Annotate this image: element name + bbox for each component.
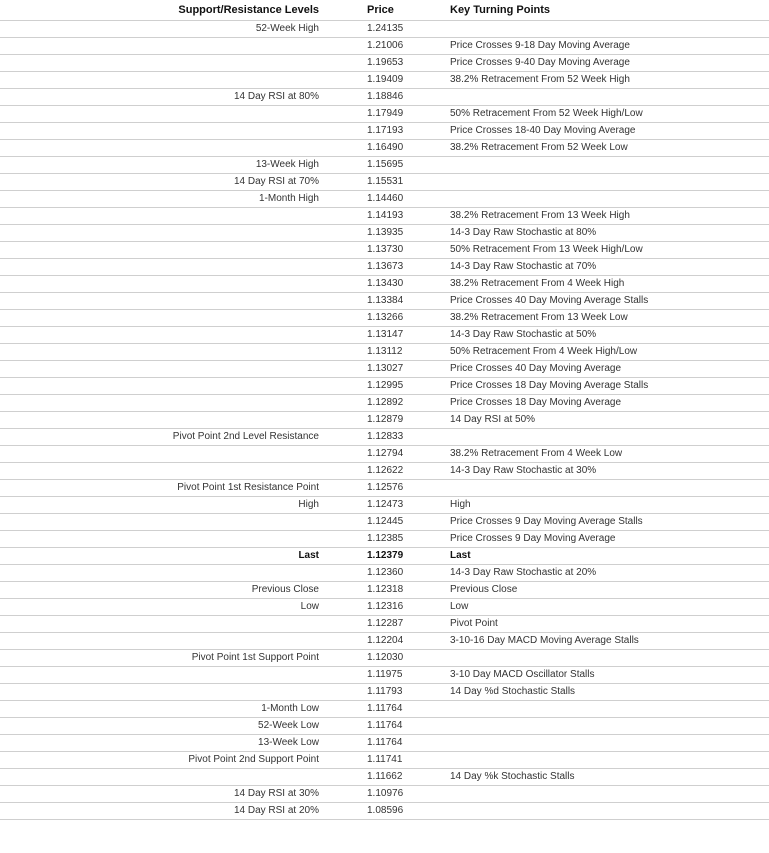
price-cell: 1.08596 [328, 803, 440, 820]
table-row [0, 140, 769, 157]
table-row [0, 480, 769, 497]
price-cell: 1.19409 [328, 72, 440, 89]
table-row [0, 208, 769, 225]
key-turning-point-cell: 14 Day RSI at 50% [440, 412, 769, 429]
table-row [0, 191, 769, 208]
key-turning-point-cell [440, 174, 769, 191]
table-row [0, 242, 769, 259]
table-row [0, 276, 769, 293]
key-turning-point-cell [440, 786, 769, 803]
key-turning-point-cell [440, 157, 769, 174]
table-row [0, 395, 769, 412]
price-cell: 1.11662 [328, 769, 440, 786]
key-turning-point-cell: Pivot Point [440, 616, 769, 633]
price-cell: 1.13112 [328, 344, 440, 361]
key-turning-point-cell: 50% Retracement From 13 Week High/Low [440, 242, 769, 259]
price-cell: 1.18846 [328, 89, 440, 106]
price-cell: 1.10976 [328, 786, 440, 803]
table-row [0, 72, 769, 89]
support-resistance-cell [0, 361, 328, 378]
price-cell: 1.19653 [328, 55, 440, 72]
table-row [0, 157, 769, 174]
key-turning-point-cell: Previous Close [440, 582, 769, 599]
key-turning-point-cell: Price Crosses 18-40 Day Moving Average [440, 123, 769, 140]
price-cell: 1.12385 [328, 531, 440, 548]
table-row [0, 106, 769, 123]
support-resistance-cell [0, 395, 328, 412]
support-resistance-cell: 13-Week Low [0, 735, 328, 752]
key-turning-point-cell: Price Crosses 9-40 Day Moving Average [440, 55, 769, 72]
key-turning-point-cell: Price Crosses 9 Day Moving Average [440, 531, 769, 548]
table-row [0, 344, 769, 361]
key-turning-point-cell: 38.2% Retracement From 13 Week High [440, 208, 769, 225]
key-turning-point-cell: 38.2% Retracement From 52 Week Low [440, 140, 769, 157]
key-turning-point-cell [440, 89, 769, 106]
table-row [0, 225, 769, 242]
table-row [0, 429, 769, 446]
support-resistance-cell [0, 633, 328, 650]
price-cell: 1.12287 [328, 616, 440, 633]
support-resistance-cell [0, 514, 328, 531]
support-resistance-cell: 1-Month Low [0, 701, 328, 718]
support-resistance-cell: Previous Close [0, 582, 328, 599]
support-resistance-cell: Last [0, 548, 328, 565]
support-resistance-cell [0, 310, 328, 327]
price-cell: 1.12995 [328, 378, 440, 395]
price-cell: 1.12833 [328, 429, 440, 446]
key-turning-point-cell: Low [440, 599, 769, 616]
price-cell: 1.15531 [328, 174, 440, 191]
support-resistance-cell [0, 531, 328, 548]
support-resistance-cell [0, 259, 328, 276]
key-turning-point-cell: 14-3 Day Raw Stochastic at 20% [440, 565, 769, 582]
table-row [0, 667, 769, 684]
price-cell: 1.16490 [328, 140, 440, 157]
table-row [0, 412, 769, 429]
price-cell: 1.11764 [328, 701, 440, 718]
key-turning-point-cell [440, 701, 769, 718]
price-cell: 1.21006 [328, 38, 440, 55]
price-cell: 1.13935 [328, 225, 440, 242]
table-body [0, 21, 769, 820]
price-cell: 1.12879 [328, 412, 440, 429]
table-row [0, 735, 769, 752]
table-row [0, 701, 769, 718]
support-resistance-cell: High [0, 497, 328, 514]
price-cell: 1.12622 [328, 463, 440, 480]
support-resistance-cell: Pivot Point 2nd Level Resistance [0, 429, 328, 446]
table-row [0, 293, 769, 310]
price-cell: 1.12794 [328, 446, 440, 463]
support-resistance-cell: Low [0, 599, 328, 616]
support-resistance-cell [0, 225, 328, 242]
table-row [0, 327, 769, 344]
key-turning-point-cell: 3-10-16 Day MACD Moving Average Stalls [440, 633, 769, 650]
support-resistance-cell [0, 344, 328, 361]
support-resistance-cell: Pivot Point 1st Support Point [0, 650, 328, 667]
support-resistance-cell [0, 293, 328, 310]
table-row [0, 616, 769, 633]
support-resistance-cell: 14 Day RSI at 20% [0, 803, 328, 820]
price-cell: 1.11975 [328, 667, 440, 684]
support-resistance-cell: Pivot Point 1st Resistance Point [0, 480, 328, 497]
key-turning-point-cell: 38.2% Retracement From 4 Week High [440, 276, 769, 293]
price-cell: 1.14460 [328, 191, 440, 208]
table-row [0, 310, 769, 327]
support-resistance-cell [0, 38, 328, 55]
key-turning-point-cell: 38.2% Retracement From 13 Week Low [440, 310, 769, 327]
table-row [0, 21, 769, 38]
price-cell: 1.12473 [328, 497, 440, 514]
table-row [0, 89, 769, 106]
support-resistance-cell [0, 242, 328, 259]
table-row [0, 361, 769, 378]
support-resistance-cell [0, 276, 328, 293]
support-resistance-cell [0, 140, 328, 157]
price-cell: 1.12576 [328, 480, 440, 497]
table-row [0, 599, 769, 616]
support-resistance-cell [0, 123, 328, 140]
key-turning-point-cell: Price Crosses 18 Day Moving Average [440, 395, 769, 412]
support-resistance-cell: 1-Month High [0, 191, 328, 208]
key-turning-point-cell: 38.2% Retracement From 4 Week Low [440, 446, 769, 463]
support-resistance-cell [0, 565, 328, 582]
key-turning-point-cell: Price Crosses 18 Day Moving Average Stalls [440, 378, 769, 395]
key-turning-point-cell: 14 Day %d Stochastic Stalls [440, 684, 769, 701]
key-turning-point-cell: High [440, 497, 769, 514]
price-cell: 1.12379 [328, 548, 440, 565]
support-resistance-cell [0, 378, 328, 395]
support-resistance-cell [0, 463, 328, 480]
table-row [0, 514, 769, 531]
key-turning-point-cell [440, 191, 769, 208]
support-resistance-cell [0, 769, 328, 786]
support-resistance-cell [0, 55, 328, 72]
price-cell: 1.24135 [328, 21, 440, 38]
support-resistance-cell: 52-Week Low [0, 718, 328, 735]
key-turning-point-cell: 38.2% Retracement From 52 Week High [440, 72, 769, 89]
table-row [0, 38, 769, 55]
price-cell: 1.12892 [328, 395, 440, 412]
support-resistance-cell [0, 327, 328, 344]
price-cell: 1.11793 [328, 684, 440, 701]
table-header-row [0, 0, 769, 21]
header-price: Price [328, 0, 440, 21]
key-turning-point-cell: Price Crosses 9 Day Moving Average Stalls [440, 514, 769, 531]
table-row [0, 446, 769, 463]
key-turning-point-cell: Last [440, 548, 769, 565]
support-resistance-cell [0, 684, 328, 701]
price-cell: 1.12445 [328, 514, 440, 531]
support-resistance-cell: 14 Day RSI at 30% [0, 786, 328, 803]
key-turning-point-cell: 14-3 Day Raw Stochastic at 50% [440, 327, 769, 344]
price-cell: 1.12360 [328, 565, 440, 582]
price-cell: 1.11764 [328, 718, 440, 735]
price-cell: 1.17193 [328, 123, 440, 140]
price-cell: 1.11764 [328, 735, 440, 752]
table-row [0, 633, 769, 650]
price-cell: 1.13147 [328, 327, 440, 344]
key-turning-point-cell: Price Crosses 9-18 Day Moving Average [440, 38, 769, 55]
support-resistance-cell [0, 616, 328, 633]
key-turning-point-cell: 50% Retracement From 4 Week High/Low [440, 344, 769, 361]
table-row [0, 378, 769, 395]
support-resistance-cell [0, 446, 328, 463]
table-row [0, 565, 769, 582]
key-turning-point-cell: 50% Retracement From 52 Week High/Low [440, 106, 769, 123]
key-turning-point-cell [440, 735, 769, 752]
price-cell: 1.13266 [328, 310, 440, 327]
price-cell: 1.13673 [328, 259, 440, 276]
table-row [0, 174, 769, 191]
price-cell: 1.12316 [328, 599, 440, 616]
price-cell: 1.13730 [328, 242, 440, 259]
table-row [0, 497, 769, 514]
support-resistance-cell: 14 Day RSI at 80% [0, 89, 328, 106]
price-cell: 1.12318 [328, 582, 440, 599]
price-cell: 1.13430 [328, 276, 440, 293]
price-cell: 1.12030 [328, 650, 440, 667]
table-row [0, 786, 769, 803]
key-turning-point-cell: 14-3 Day Raw Stochastic at 80% [440, 225, 769, 242]
table-row [0, 718, 769, 735]
table-row [0, 582, 769, 599]
key-turning-point-cell: 14-3 Day Raw Stochastic at 70% [440, 259, 769, 276]
key-turning-point-cell: Price Crosses 40 Day Moving Average Stalls [440, 293, 769, 310]
header-key-turning-points: Key Turning Points [440, 0, 769, 21]
table-row [0, 752, 769, 769]
price-cell: 1.12204 [328, 633, 440, 650]
table-row [0, 55, 769, 72]
key-turning-point-cell: 14-3 Day Raw Stochastic at 30% [440, 463, 769, 480]
support-resistance-cell: 14 Day RSI at 70% [0, 174, 328, 191]
key-turning-point-cell [440, 429, 769, 446]
key-turning-point-cell [440, 752, 769, 769]
support-resistance-cell [0, 106, 328, 123]
price-cell: 1.13384 [328, 293, 440, 310]
support-resistance-cell: Pivot Point 2nd Support Point [0, 752, 328, 769]
support-resistance-cell [0, 72, 328, 89]
table-row [0, 548, 769, 565]
key-turning-point-cell: 3-10 Day MACD Oscillator Stalls [440, 667, 769, 684]
support-resistance-cell [0, 667, 328, 684]
table-row [0, 463, 769, 480]
table-row [0, 684, 769, 701]
key-turning-point-cell [440, 480, 769, 497]
key-turning-point-cell: Price Crosses 40 Day Moving Average [440, 361, 769, 378]
table-row [0, 259, 769, 276]
key-turning-point-cell: 14 Day %k Stochastic Stalls [440, 769, 769, 786]
table-row [0, 531, 769, 548]
price-cell: 1.14193 [328, 208, 440, 225]
key-turning-point-cell [440, 650, 769, 667]
support-resistance-cell: 13-Week High [0, 157, 328, 174]
table-row [0, 769, 769, 786]
support-resistance-cell: 52-Week High [0, 21, 328, 38]
price-cell: 1.13027 [328, 361, 440, 378]
key-turning-point-cell [440, 21, 769, 38]
header-support-resistance: Support/Resistance Levels [0, 0, 328, 21]
support-resistance-cell [0, 412, 328, 429]
table-row [0, 650, 769, 667]
key-turning-point-cell [440, 718, 769, 735]
price-cell: 1.15695 [328, 157, 440, 174]
price-cell: 1.17949 [328, 106, 440, 123]
key-turning-point-cell [440, 803, 769, 820]
support-resistance-cell [0, 208, 328, 225]
table-row [0, 123, 769, 140]
table-row [0, 803, 769, 820]
price-cell: 1.11741 [328, 752, 440, 769]
